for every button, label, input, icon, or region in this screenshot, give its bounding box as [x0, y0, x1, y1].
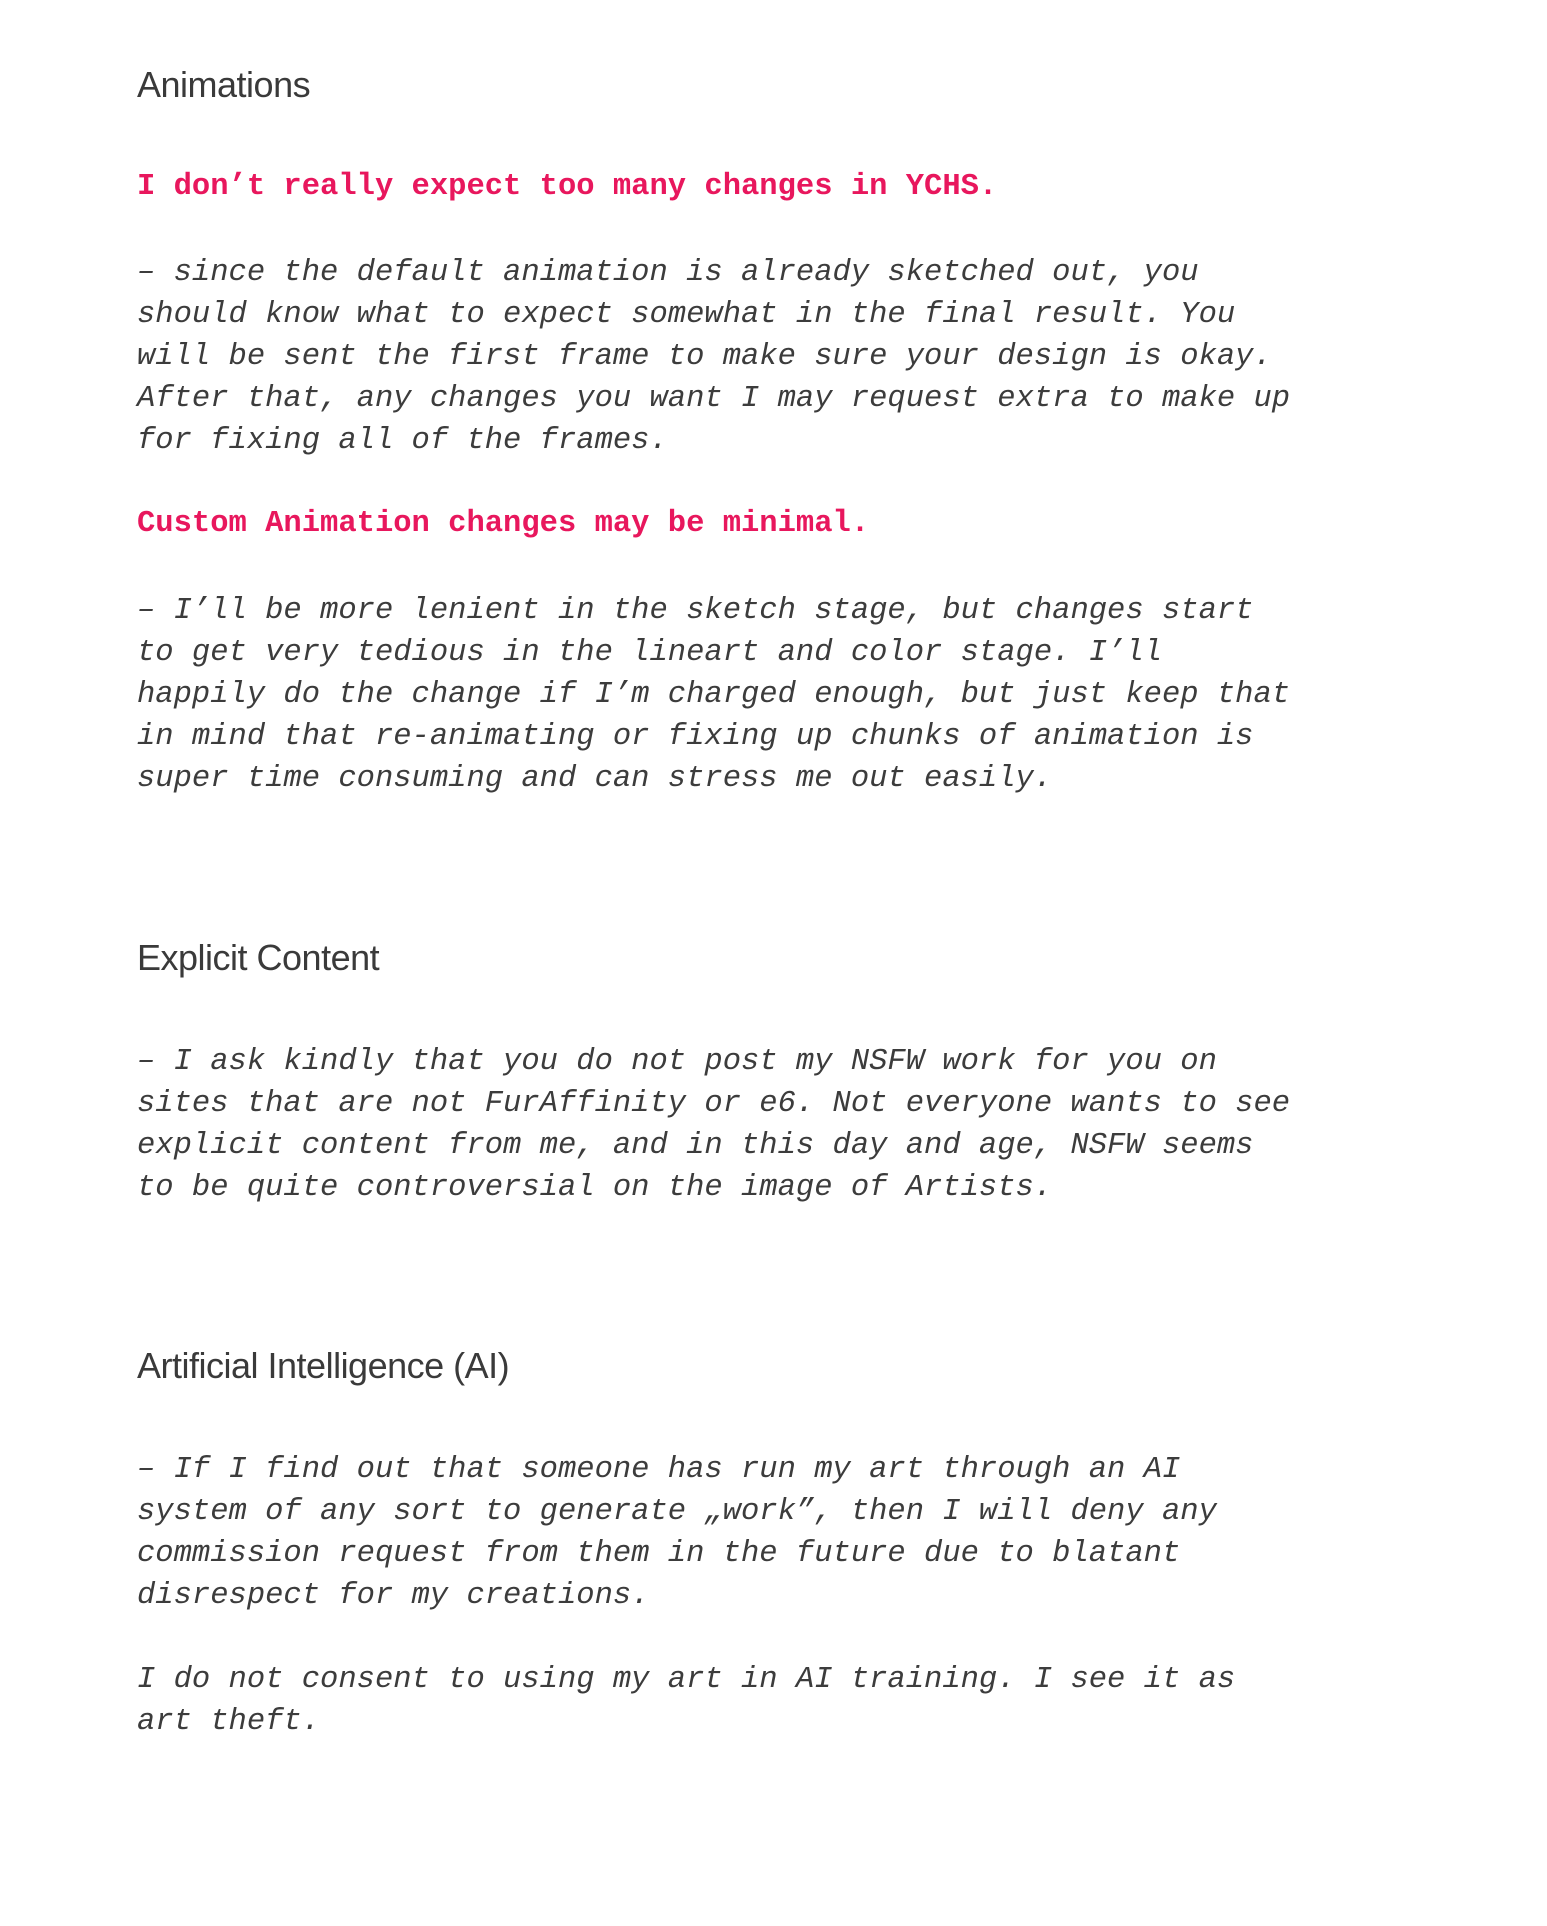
text-line: – since the default animation is already sketched out, you: [137, 256, 1199, 290]
paragraph-ai-policy: [137, 1449, 1217, 1617]
text-line: super time consuming and can stress me out easily.: [137, 762, 1053, 796]
text-line: art theft.: [137, 1705, 321, 1739]
text-line: explicit content from me, and in this day and age, NSFW seems: [137, 1129, 1254, 1163]
text-line: sites that are not FurAffinity or e6. Not everyone wants to see: [137, 1087, 1291, 1121]
text-line: – I ask kindly that you do not post my NSFW work for you on: [137, 1045, 1217, 1079]
text-line: – If I find out that someone has run my art through an AI: [137, 1453, 1181, 1487]
text-line: commission request from them in the future due to blatant: [137, 1537, 1181, 1571]
note-ychs-changes: I don’t really expect too many changes in YCHS.: [137, 170, 998, 204]
heading-explicit-content: Explicit Content: [137, 937, 380, 978]
text-line: – I’ll be more lenient in the sketch stage, but changes start: [137, 594, 1254, 628]
text-line: should know what to expect somewhat in the final result. You: [137, 298, 1236, 332]
heading-ai: Artificial Intelligence (AI): [137, 1345, 510, 1386]
note-custom-animation: Custom Animation changes may be minimal.: [137, 507, 870, 541]
text-line: to get very tedious in the lineart and color stage. I’ll: [137, 636, 1162, 670]
text-line: in mind that re-animating or fixing up chunks of animation is: [137, 720, 1254, 754]
text-line: system of any sort to generate „work”, then I will deny any: [137, 1495, 1217, 1529]
text-line: happily do the change if I’m charged enough, but just keep that: [137, 678, 1291, 712]
text-line: disrespect for my creations.: [137, 1579, 650, 1613]
paragraph-explicit-content: [137, 1041, 1290, 1209]
text-line: for fixing all of the frames.: [137, 424, 668, 458]
text-line: I do not consent to using my art in AI training. I see it as: [137, 1663, 1236, 1697]
text-line: After that, any changes you want I may request extra to make up: [137, 382, 1291, 416]
heading-animations: Animations: [137, 64, 311, 105]
paragraph-ai-training-consent: [137, 1659, 1235, 1743]
paragraph-ychs-details: [137, 252, 1290, 462]
paragraph-custom-animation-details: [137, 590, 1290, 800]
text-line: will be sent the first frame to make sure your design is okay.: [137, 340, 1272, 374]
text-line: to be quite controversial on the image of Artists.: [137, 1171, 1053, 1205]
